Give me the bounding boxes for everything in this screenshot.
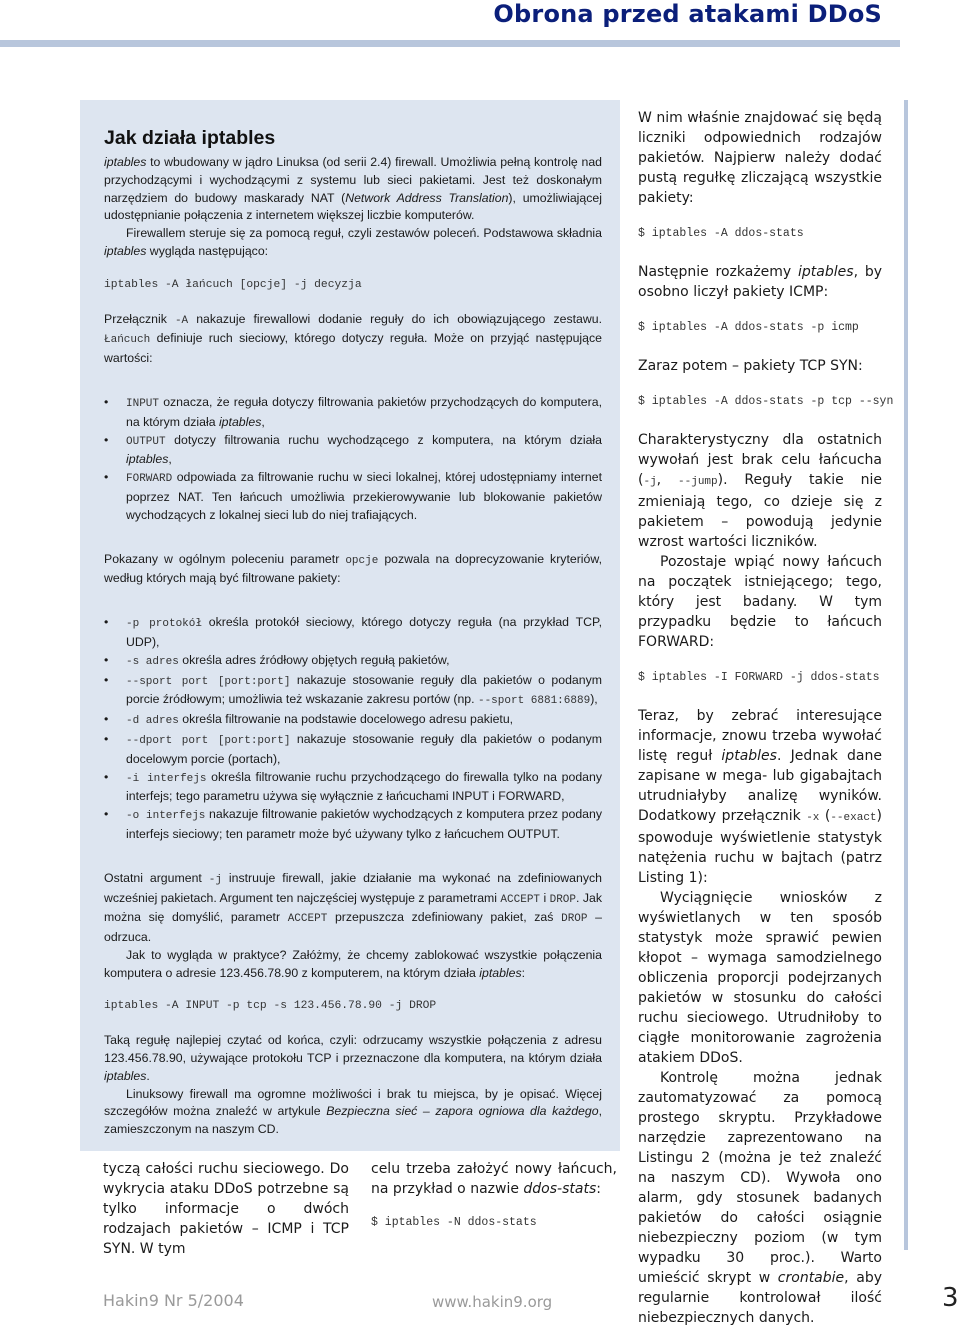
box-paragraph-2	[104, 225, 602, 261]
inline-code: -p protokół	[126, 618, 202, 631]
inline-code: -j	[643, 476, 657, 488]
text: to wbudowany w jądro Linuksa (od serii 2.4) firewall. Umożliwia pełną kontrolę nad przychodzącymi i wychodzącymi z systemu lub sieci pakietami. Jest też doskonałym narzędziem do budowy maskarady NAT (	[104, 155, 602, 205]
page-number: 3	[942, 1283, 959, 1313]
box-paragraph-1	[104, 154, 602, 225]
chain-list	[104, 394, 602, 525]
text: :	[596, 1181, 601, 1197]
text: , by osobno liczył pakiety ICMP:	[638, 264, 882, 300]
list-item	[104, 394, 602, 432]
text: określa protokół sieciowy, którego dotyczy reguła (na przykład TCP, UDP),	[126, 615, 602, 649]
box-title: Jak działa iptables	[104, 127, 276, 149]
text: oznacza, że reguła dotyczy filtrowania pakietów przychodzących do komputera, na którym działa	[126, 394, 602, 429]
inline-code: INPUT	[126, 397, 160, 410]
example-code: iptables -A INPUT -p tcp -s 123.456.78.90 -j DROP	[104, 1000, 437, 1013]
em: iptables	[218, 414, 262, 429]
list-item	[104, 469, 602, 524]
sidebar-box-content	[104, 126, 602, 1139]
inline-code: -s adres	[126, 655, 179, 668]
command-line: $ iptables -I FORWARD -j ddos-stats	[638, 671, 880, 684]
box-paragraph-3	[104, 311, 602, 368]
list-item	[104, 652, 602, 672]
command-line: $ iptables -N ddos-stats	[371, 1216, 537, 1229]
command-line: $ iptables -A ddos-stats -p tcp --syn	[638, 395, 894, 408]
text: celu trzeba założyć nowy łańcuch, na przykład o nazwie	[371, 1161, 617, 1197]
text: – odrzuca.	[104, 910, 602, 945]
text: definiuje ruch sieciowy, którego dotyczy reguła. Może on przyjąć następujące wartości:	[104, 331, 602, 366]
options-list	[104, 614, 602, 844]
sidebar-box-iptables	[80, 100, 620, 1151]
text: . Jak można się domyślić, parametr	[104, 890, 602, 925]
body-paragraph	[638, 706, 882, 888]
box-paragraph-6	[104, 947, 602, 983]
em: iptables	[479, 965, 522, 980]
syntax-code: iptables -A łańcuch [opcje] -j decyzja	[104, 278, 362, 291]
body-paragraph	[638, 1068, 882, 1328]
right-margin-strip	[900, 0, 960, 1313]
body-paragraph: W nim właśnie znajdować się będą liczniki odpowiednich rodzajów pakietów. Najpierw należy dodać pustą regułkę zliczającą wszystkie pakiety:	[638, 110, 882, 206]
text: ) spowoduje wyświetlenie statystyk natężenia ruchu w bajtach (patrz Listing 1):	[638, 808, 882, 886]
inline-code: -A	[174, 314, 189, 327]
text: odpowiada za filtrowanie ruchu w sieci lokalnej, której udostępniamy internet poprzez NAT. Ten łańcuch umożliwia przekierowywanie lub blokowanie pakietów wychodzących z lokalnej sieci lub do niej trafiających.	[126, 470, 602, 522]
text: ,	[261, 414, 265, 429]
inline-code: opcje	[345, 554, 379, 567]
text: :	[521, 965, 526, 980]
text: ), umożliwiającej udostępnianie połączenia z internetem większej liczbie komputerów.	[104, 190, 602, 223]
text: Jak to wygląda w praktyce? Załóżmy, że chcemy zablokować wszystkie połączenia komputera o adresie 123.456.78.90 z komputerem, na którym działa	[104, 947, 602, 980]
inline-code: -d adres	[126, 715, 179, 728]
inline-code: -i interfejs	[126, 772, 207, 785]
column-middle-bottom	[371, 1159, 617, 1233]
text: przepuszcza zdefiniowany pakiet, zaś	[327, 910, 562, 925]
text: określa filtrowanie na podstawie docelowego adresu pakietu,	[178, 712, 514, 727]
em: iptables	[104, 243, 147, 258]
text: ). Reguły takie nie zmieniają tego, co dzieje się z pakietem – powodują jedynie wzrost wartości liczników.	[638, 472, 882, 550]
text: określa adres źródłowy objętych regułą pakietów,	[178, 652, 450, 667]
header-rule	[0, 40, 960, 47]
list-item	[104, 806, 602, 844]
em: crontabie	[777, 1270, 845, 1286]
text: Firewallem steruje się za pomocą reguł, czyli zestawów poleceń. Podstawowa składnia	[126, 226, 602, 241]
text: nakazuje stosowanie reguły dla pakietów o podanym porcie źródłowym; umożliwia też wskazanie zakresu portów (np.	[126, 672, 602, 707]
inline-code: -x	[806, 812, 820, 824]
text: Ostatni argument	[104, 870, 209, 885]
inline-code: --sport port [port:port]	[126, 675, 291, 688]
em: iptables	[104, 1068, 147, 1083]
body-paragraph: Wyciągnięcie wniosków z wyświetlanych w ten sposób statystyk może sprawić pewien kłopot – wymaga samodzielnego obliczenia proporcji podejrzanych pakietów w stosunku do całości ruchu sieciowego. Utrudniłoby to ciągłe monitorowanie zagrożenia atakiem DDoS.	[638, 890, 882, 1066]
list-item	[104, 672, 602, 712]
inline-code: --jump	[678, 476, 718, 488]
text: Linuksowy firewall ma ogromne możliwości i brak tu miejsca, by je opisać. Więcej szczegółów można znaleźć w artykule	[104, 1086, 602, 1119]
text: Następnie rozkażemy	[638, 264, 799, 280]
em: iptables	[798, 264, 854, 280]
body-paragraph	[371, 1159, 617, 1199]
text: i	[540, 890, 550, 905]
list-item	[104, 769, 602, 807]
text: nakazuje filtrowanie pakietów wychodzących z komputera przez podany interfejs sieciowy; ten parametr może być używany tylko z łańcuchem OUTPUT.	[126, 807, 602, 841]
inline-code: -o interfejs	[126, 810, 206, 823]
right-margin-bar	[904, 100, 908, 1250]
page-header-title: Obrona przed atakami DDoS	[493, 0, 882, 28]
list-item	[104, 711, 602, 731]
command-line: $ iptables -A ddos-stats -p icmp	[638, 321, 859, 334]
text: Charakterystyczny dla ostatnich wywołań jest brak celu łańcucha (	[638, 432, 882, 488]
column-left-bottom	[103, 1159, 349, 1259]
text: dotyczy filtrowania ruchu wychodzącego z komputera, na którym działa	[165, 432, 602, 447]
text: wygląda następująco:	[146, 243, 269, 258]
text: pozwala na doprecyzowanie kryteriów, według których mają być filtrowane pakiety:	[104, 551, 602, 586]
em: ddos-stats	[523, 1181, 597, 1197]
text: Przełącznik	[104, 311, 175, 326]
inline-code: DROP	[549, 893, 577, 906]
box-paragraph-7	[104, 1032, 602, 1085]
text: (	[819, 808, 831, 824]
text: instruuje firewall, jakie działanie ma wykonać na zdefiniowanych wcześniej pakietach. Argument ten najczęściej występuje z parametrami	[104, 870, 602, 905]
text: . Jednak dane zapisane w mega- lub gigabajtach utrudniałyby analizę wyników. Dodatkowy przełącznik	[638, 748, 882, 824]
text: Taką regułę najlepiej czytać od końca, czyli: odrzucamy wszystkie połączenia z adresu 123.456.78.90, używające protokołu TCP i przeznaczone dla komputera, na którym działa	[104, 1033, 602, 1066]
inline-code: Łańcuch	[104, 334, 151, 347]
inline-code: DROP	[561, 913, 588, 926]
command-line: $ iptables -A ddos-stats	[638, 227, 804, 240]
text: ,	[168, 452, 172, 467]
body-paragraph: tyczą całości ruchu sieciowego. Do wykrycia ataku DDoS potrzebne są tylko informacje o dwóch rodzajach pakietów – ICMP i TCP SYN. W tym	[103, 1161, 349, 1257]
inline-code: --dport port [port:port]	[126, 734, 291, 747]
inline-code: --sport 6881:6889	[477, 695, 591, 708]
em: Bezpieczna sieć – zapora ogniowa dla każdego	[326, 1104, 599, 1119]
inline-code: ACCEPT	[287, 913, 328, 926]
list-item	[104, 731, 602, 769]
body-paragraph	[638, 430, 882, 552]
column-right	[638, 108, 894, 1328]
text: nakazuje stosowanie reguły dla pakietów o podanym docelowym porcie (portach),	[126, 731, 602, 766]
body-paragraph: Pozostaje wpiąć nowy łańcuch na początek istniejącego; tego, który jest badany. W tym przypadku będzie to łańcuch FORWARD:	[638, 554, 882, 650]
em: iptables	[721, 748, 777, 764]
text: nakazuje firewallowi dodanie reguły do ich obowiązującego zestawu.	[188, 311, 602, 326]
text: określa filtrowanie ruchu przychodzącego do firewalla tylko na podany interfejs; tego parametru używa się wyłącznie z łańcuchami INPUT i FORWARD,	[126, 769, 602, 804]
inline-code: ACCEPT	[500, 893, 541, 906]
text: Kontrolę można jednak zautomatyzować za pomocą prostego skryptu. Przykładowe narzędzie zaprezentowano na Listingu 2 (można je też znaleźć na naszym CD). Wywoła ono alarm, gdy stosunek badanych pakietów do całości osiągnie niebezpieczny poziom (w tym wypadku 30 proc.). Warto umieścić skrypt w	[638, 1070, 882, 1286]
text: ,	[656, 472, 679, 488]
list-item	[104, 432, 602, 470]
body-paragraph	[638, 262, 882, 302]
inline-code: -j	[208, 873, 222, 886]
text: , aby regularnie kontrolował ilość niebezpiecznych danych.	[638, 1270, 882, 1326]
text: Teraz, by zebrać interesujące informacje, znowu trzeba wywołać listę reguł	[638, 708, 882, 764]
text: Pokazany w ogólnym poleceniu parametr	[104, 551, 346, 566]
box-paragraph-8	[104, 1086, 602, 1139]
box-paragraph-5	[104, 870, 602, 947]
footer-url[interactable]: www.hakin9.org	[432, 1293, 553, 1311]
footer-issue: Hakin9 Nr 5/2004	[103, 1291, 244, 1310]
em: iptables	[104, 155, 147, 169]
box-paragraph-4	[104, 551, 602, 589]
inline-code: FORWARD	[126, 473, 173, 486]
text: , zamieszczonym na naszym CD.	[104, 1104, 602, 1137]
em: iptables	[126, 452, 169, 467]
em: Network Address Translation	[345, 190, 509, 205]
inline-code: OUTPUT	[126, 435, 166, 448]
inline-code: --exact	[830, 812, 877, 824]
text: .	[146, 1068, 150, 1083]
body-paragraph: Zaraz potem – pakiety TCP SYN:	[638, 358, 863, 374]
list-item	[104, 614, 602, 652]
text: ),	[590, 692, 598, 707]
